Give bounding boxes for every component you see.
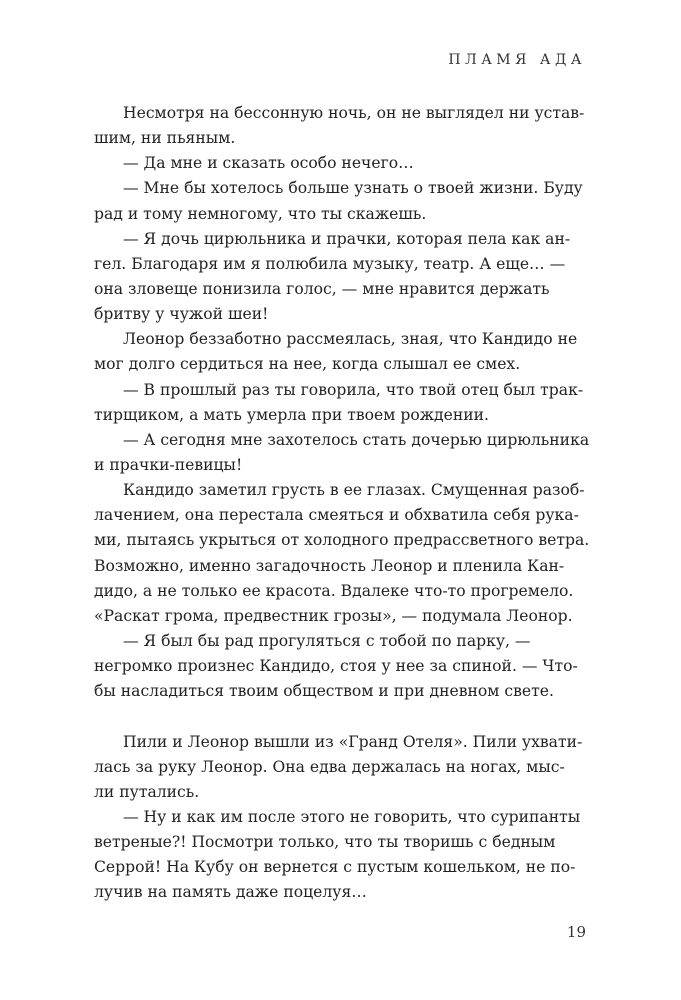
text-line: ветреные?! Посмотри только, что ты творишь с бедным [94, 833, 556, 852]
text-line: Несмотря на бессонную ночь, он не выглядел ни устав- [123, 104, 585, 122]
text-line: — Да мне и сказать особо нечего… [123, 154, 414, 173]
text-line: бы насладиться твоим обществом и при дневном свете. [94, 682, 554, 701]
text-line: мог долго сердиться на нее, когда слышал ее смех. [94, 355, 521, 374]
text-line: лачением, она перестала смеяться и обхватила себя рука- [94, 506, 579, 525]
text-line: бритву у чужой шеи! [94, 305, 269, 324]
text-line: Возможно, именно загадочность Леонор и пленила Кан- [94, 556, 565, 575]
text-line: лучив на память даже поцелуя… [94, 883, 367, 902]
text-line: «Раскат грома, предвестник грозы», — подумала Леонор. [94, 606, 573, 625]
text-line: дидо, а не только ее красота. Вдалеке что-то прогремело. [94, 581, 574, 600]
body-text [94, 101, 588, 906]
text-line: ми, пытаясь укрыться от холодного предрассветного ветра. [94, 531, 590, 550]
text-line: шим, ни пьяным. [94, 129, 236, 148]
page-number: 19 [566, 923, 586, 941]
text-line: тирщиком, а мать умерла при твоем рождении. [94, 405, 490, 424]
text-line: лась за руку Леонор. Она едва держалась на ногах, мыс- [94, 757, 565, 776]
text-line: Пили и Леонор вышли из «Гранд Отеля». Пили ухвати- [123, 732, 583, 751]
text-line: Кандидо заметил грусть в ее глазах. Смущенная разоб- [123, 481, 585, 500]
running-header-title: ПЛАМЯ АДА [448, 52, 586, 68]
text-line: гел. Благодаря им я полюбила музыку, театр. А еще… — [94, 254, 566, 273]
section-break [94, 704, 588, 729]
text-line: Леонор беззаботно рассмеялась, зная, что Кандидо не [123, 330, 578, 349]
text-line: рад и тому немногому, что ты скажешь. [94, 204, 427, 223]
text-line: — А сегодня мне захотелось стать дочерью цирюльника [123, 430, 590, 449]
text-line: и прачки-певицы! [94, 455, 243, 474]
text-line: — Я дочь цирюльника и прачки, которая пела как ан- [123, 229, 571, 248]
text-line: она зловеще понизила голос, — мне нравится держать [94, 279, 550, 298]
text-line: — В прошлый раз ты говорила, что твой отец был трак- [123, 380, 584, 399]
text-line: ли путались. [94, 782, 200, 801]
text-line: — Ну и как им после этого не говорить, что сурипанты [123, 807, 581, 826]
text-line: — Мне бы хотелось больше узнать о твоей жизни. Буду [123, 179, 583, 198]
text-line: — Я был бы рад прогуляться с тобой по парку, — [123, 631, 531, 650]
text-line: Серрой! На Кубу он вернется с пустым кошельком, не по- [94, 858, 576, 877]
text-line: негромко произнес Кандидо, стоя у нее за спиной. — Что- [94, 657, 578, 676]
